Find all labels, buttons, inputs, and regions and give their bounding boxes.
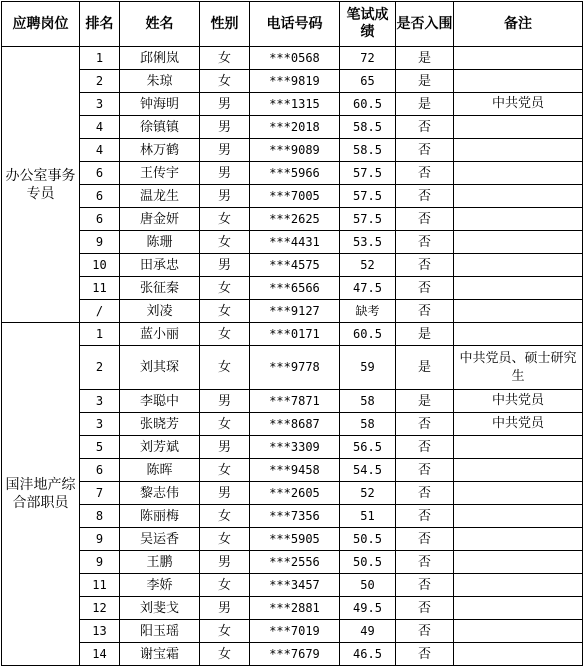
note-cell [454,574,583,597]
table-body [2,47,583,666]
phone-cell: ***2625 [250,208,340,231]
table-row [2,505,583,528]
rank-cell: 11 [80,574,120,597]
results-sheet [1,1,582,669]
phone-cell: ***6566 [250,277,340,300]
table-row [2,300,583,323]
shortlist-cell: 否 [396,300,454,323]
phone-cell: ***7356 [250,505,340,528]
shortlist-cell: 否 [396,139,454,162]
name-cell: 陈晖 [120,459,200,482]
phone-cell: ***5905 [250,528,340,551]
rank-cell: 6 [80,208,120,231]
rank-cell: 6 [80,162,120,185]
shortlist-cell: 否 [396,116,454,139]
gender-cell: 女 [200,528,250,551]
rank-cell: 9 [80,528,120,551]
header-shortlist: 是否入围 [396,2,454,47]
name-cell: 李娇 [120,574,200,597]
phone-cell: ***8687 [250,413,340,436]
rank-cell: 7 [80,482,120,505]
note-cell [454,643,583,666]
shortlist-cell: 否 [396,482,454,505]
gender-cell: 女 [200,300,250,323]
note-cell [454,436,583,459]
table-row [2,116,583,139]
table-row [2,47,583,70]
note-cell [454,185,583,208]
name-cell: 李聪中 [120,390,200,413]
shortlist-cell: 是 [396,47,454,70]
rank-cell: 4 [80,116,120,139]
rank-cell: 2 [80,346,120,390]
name-cell: 谢宝霜 [120,643,200,666]
note-cell [454,231,583,254]
gender-cell: 女 [200,208,250,231]
name-cell: 王鹏 [120,551,200,574]
score-cell: 54.5 [340,459,396,482]
gender-cell: 男 [200,139,250,162]
gender-cell: 男 [200,436,250,459]
gender-cell: 女 [200,47,250,70]
table-row [2,208,583,231]
note-cell [454,482,583,505]
score-cell: 60.5 [340,93,396,116]
header-post: 应聘岗位 [2,2,80,47]
gender-cell: 女 [200,277,250,300]
shortlist-cell: 是 [396,70,454,93]
gender-cell: 女 [200,574,250,597]
header-note: 备注 [454,2,583,47]
rank-cell: 11 [80,277,120,300]
rank-cell: 1 [80,47,120,70]
phone-cell: ***2556 [250,551,340,574]
rank-cell: 9 [80,551,120,574]
note-cell [454,116,583,139]
table-row [2,574,583,597]
note-cell [454,323,583,346]
score-cell: 52 [340,482,396,505]
table-row [2,185,583,208]
score-cell: 50.5 [340,528,396,551]
table-row [2,390,583,413]
score-cell: 57.5 [340,185,396,208]
score-cell: 46.5 [340,643,396,666]
post-cell: 办公室事务专员 [2,47,80,323]
note-cell: 中共党员 [454,93,583,116]
note-cell: 中共党员 [454,390,583,413]
table-row [2,139,583,162]
score-cell: 58.5 [340,116,396,139]
table-row [2,277,583,300]
shortlist-cell: 否 [396,162,454,185]
score-cell: 57.5 [340,208,396,231]
shortlist-cell: 否 [396,643,454,666]
rank-cell: 9 [80,231,120,254]
rank-cell: 3 [80,93,120,116]
table-row [2,413,583,436]
note-cell [454,620,583,643]
gender-cell: 男 [200,93,250,116]
phone-cell: ***0171 [250,323,340,346]
score-cell: 58 [340,413,396,436]
header-name: 姓名 [120,2,200,47]
note-cell [454,528,583,551]
header-rank: 排名 [80,2,120,47]
note-cell [454,139,583,162]
table-row [2,231,583,254]
phone-cell: ***4431 [250,231,340,254]
phone-cell: ***9127 [250,300,340,323]
table-row [2,162,583,185]
name-cell: 吴运香 [120,528,200,551]
name-cell: 王传宇 [120,162,200,185]
rank-cell: 8 [80,505,120,528]
note-cell [454,459,583,482]
table-row [2,482,583,505]
shortlist-cell: 是 [396,390,454,413]
note-cell [454,277,583,300]
gender-cell: 女 [200,505,250,528]
note-cell [454,300,583,323]
name-cell: 朱琼 [120,70,200,93]
phone-cell: ***7019 [250,620,340,643]
phone-cell: ***9819 [250,70,340,93]
gender-cell: 男 [200,162,250,185]
name-cell: 徐镇镇 [120,116,200,139]
rank-cell: 14 [80,643,120,666]
score-cell: 59 [340,346,396,390]
shortlist-cell: 否 [396,459,454,482]
name-cell: 刘凌 [120,300,200,323]
gender-cell: 男 [200,482,250,505]
score-cell: 72 [340,47,396,70]
name-cell: 张征秦 [120,277,200,300]
gender-cell: 女 [200,346,250,390]
table-row [2,93,583,116]
table-row [2,459,583,482]
name-cell: 林万鹤 [120,139,200,162]
score-cell: 53.5 [340,231,396,254]
gender-cell: 女 [200,70,250,93]
name-cell: 张晓芳 [120,413,200,436]
phone-cell: ***2881 [250,597,340,620]
note-cell [454,70,583,93]
table-row [2,254,583,277]
name-cell: 温龙生 [120,185,200,208]
shortlist-cell: 否 [396,551,454,574]
note-cell [454,47,583,70]
gender-cell: 女 [200,620,250,643]
rank-cell: / [80,300,120,323]
note-cell [454,505,583,528]
note-cell [454,597,583,620]
rank-cell: 3 [80,413,120,436]
gender-cell: 男 [200,551,250,574]
header-row [2,2,583,47]
score-cell: 65 [340,70,396,93]
rank-cell: 2 [80,70,120,93]
score-cell: 缺考 [340,300,396,323]
shortlist-cell: 否 [396,620,454,643]
shortlist-cell: 是 [396,323,454,346]
shortlist-cell: 否 [396,185,454,208]
name-cell: 唐金妍 [120,208,200,231]
score-cell: 50 [340,574,396,597]
rank-cell: 3 [80,390,120,413]
phone-cell: ***9458 [250,459,340,482]
results-table [1,1,583,666]
gender-cell: 男 [200,597,250,620]
phone-cell: ***4575 [250,254,340,277]
score-cell: 49 [340,620,396,643]
table-row [2,323,583,346]
note-cell: 中共党员 [454,413,583,436]
phone-cell: ***9778 [250,346,340,390]
gender-cell: 男 [200,254,250,277]
shortlist-cell: 否 [396,505,454,528]
phone-cell: ***7005 [250,185,340,208]
rank-cell: 13 [80,620,120,643]
gender-cell: 女 [200,459,250,482]
gender-cell: 男 [200,116,250,139]
phone-cell: ***7679 [250,643,340,666]
score-cell: 50.5 [340,551,396,574]
shortlist-cell: 否 [396,574,454,597]
header-score: 笔试成绩 [340,2,396,47]
phone-cell: ***2018 [250,116,340,139]
phone-cell: ***5966 [250,162,340,185]
shortlist-cell: 否 [396,528,454,551]
table-row [2,551,583,574]
table-row [2,620,583,643]
table-row [2,643,583,666]
phone-cell: ***9089 [250,139,340,162]
gender-cell: 女 [200,231,250,254]
score-cell: 47.5 [340,277,396,300]
rank-cell: 1 [80,323,120,346]
table-row [2,436,583,459]
score-cell: 57.5 [340,162,396,185]
phone-cell: ***7871 [250,390,340,413]
rank-cell: 5 [80,436,120,459]
phone-cell: ***1315 [250,93,340,116]
note-cell: 中共党员、硕士研究生 [454,346,583,390]
note-cell [454,162,583,185]
name-cell: 钟海明 [120,93,200,116]
gender-cell: 女 [200,413,250,436]
name-cell: 蓝小丽 [120,323,200,346]
score-cell: 56.5 [340,436,396,459]
shortlist-cell: 否 [396,436,454,459]
score-cell: 58 [340,390,396,413]
shortlist-cell: 是 [396,346,454,390]
score-cell: 60.5 [340,323,396,346]
note-cell [454,551,583,574]
name-cell: 黎志伟 [120,482,200,505]
phone-cell: ***3309 [250,436,340,459]
rank-cell: 4 [80,139,120,162]
gender-cell: 女 [200,323,250,346]
shortlist-cell: 否 [396,277,454,300]
shortlist-cell: 否 [396,231,454,254]
table-header [2,2,583,47]
score-cell: 58.5 [340,139,396,162]
phone-cell: ***0568 [250,47,340,70]
name-cell: 刘其琛 [120,346,200,390]
phone-cell: ***3457 [250,574,340,597]
name-cell: 陈丽梅 [120,505,200,528]
score-cell: 52 [340,254,396,277]
gender-cell: 男 [200,390,250,413]
name-cell: 邱俐岚 [120,47,200,70]
name-cell: 田承忠 [120,254,200,277]
header-phone: 电话号码 [250,2,340,47]
shortlist-cell: 否 [396,413,454,436]
rank-cell: 6 [80,459,120,482]
name-cell: 阳玉瑶 [120,620,200,643]
rank-cell: 6 [80,185,120,208]
table-row [2,70,583,93]
header-gender: 性别 [200,2,250,47]
name-cell: 陈珊 [120,231,200,254]
gender-cell: 女 [200,643,250,666]
score-cell: 49.5 [340,597,396,620]
table-row [2,346,583,390]
shortlist-cell: 否 [396,208,454,231]
phone-cell: ***2605 [250,482,340,505]
note-cell [454,208,583,231]
score-cell: 51 [340,505,396,528]
shortlist-cell: 否 [396,597,454,620]
table-row [2,597,583,620]
shortlist-cell: 否 [396,254,454,277]
table-row [2,528,583,551]
gender-cell: 男 [200,185,250,208]
post-cell: 国沣地产综合部职员 [2,323,80,666]
name-cell: 刘芳斌 [120,436,200,459]
rank-cell: 12 [80,597,120,620]
shortlist-cell: 是 [396,93,454,116]
note-cell [454,254,583,277]
rank-cell: 10 [80,254,120,277]
name-cell: 刘斐戈 [120,597,200,620]
